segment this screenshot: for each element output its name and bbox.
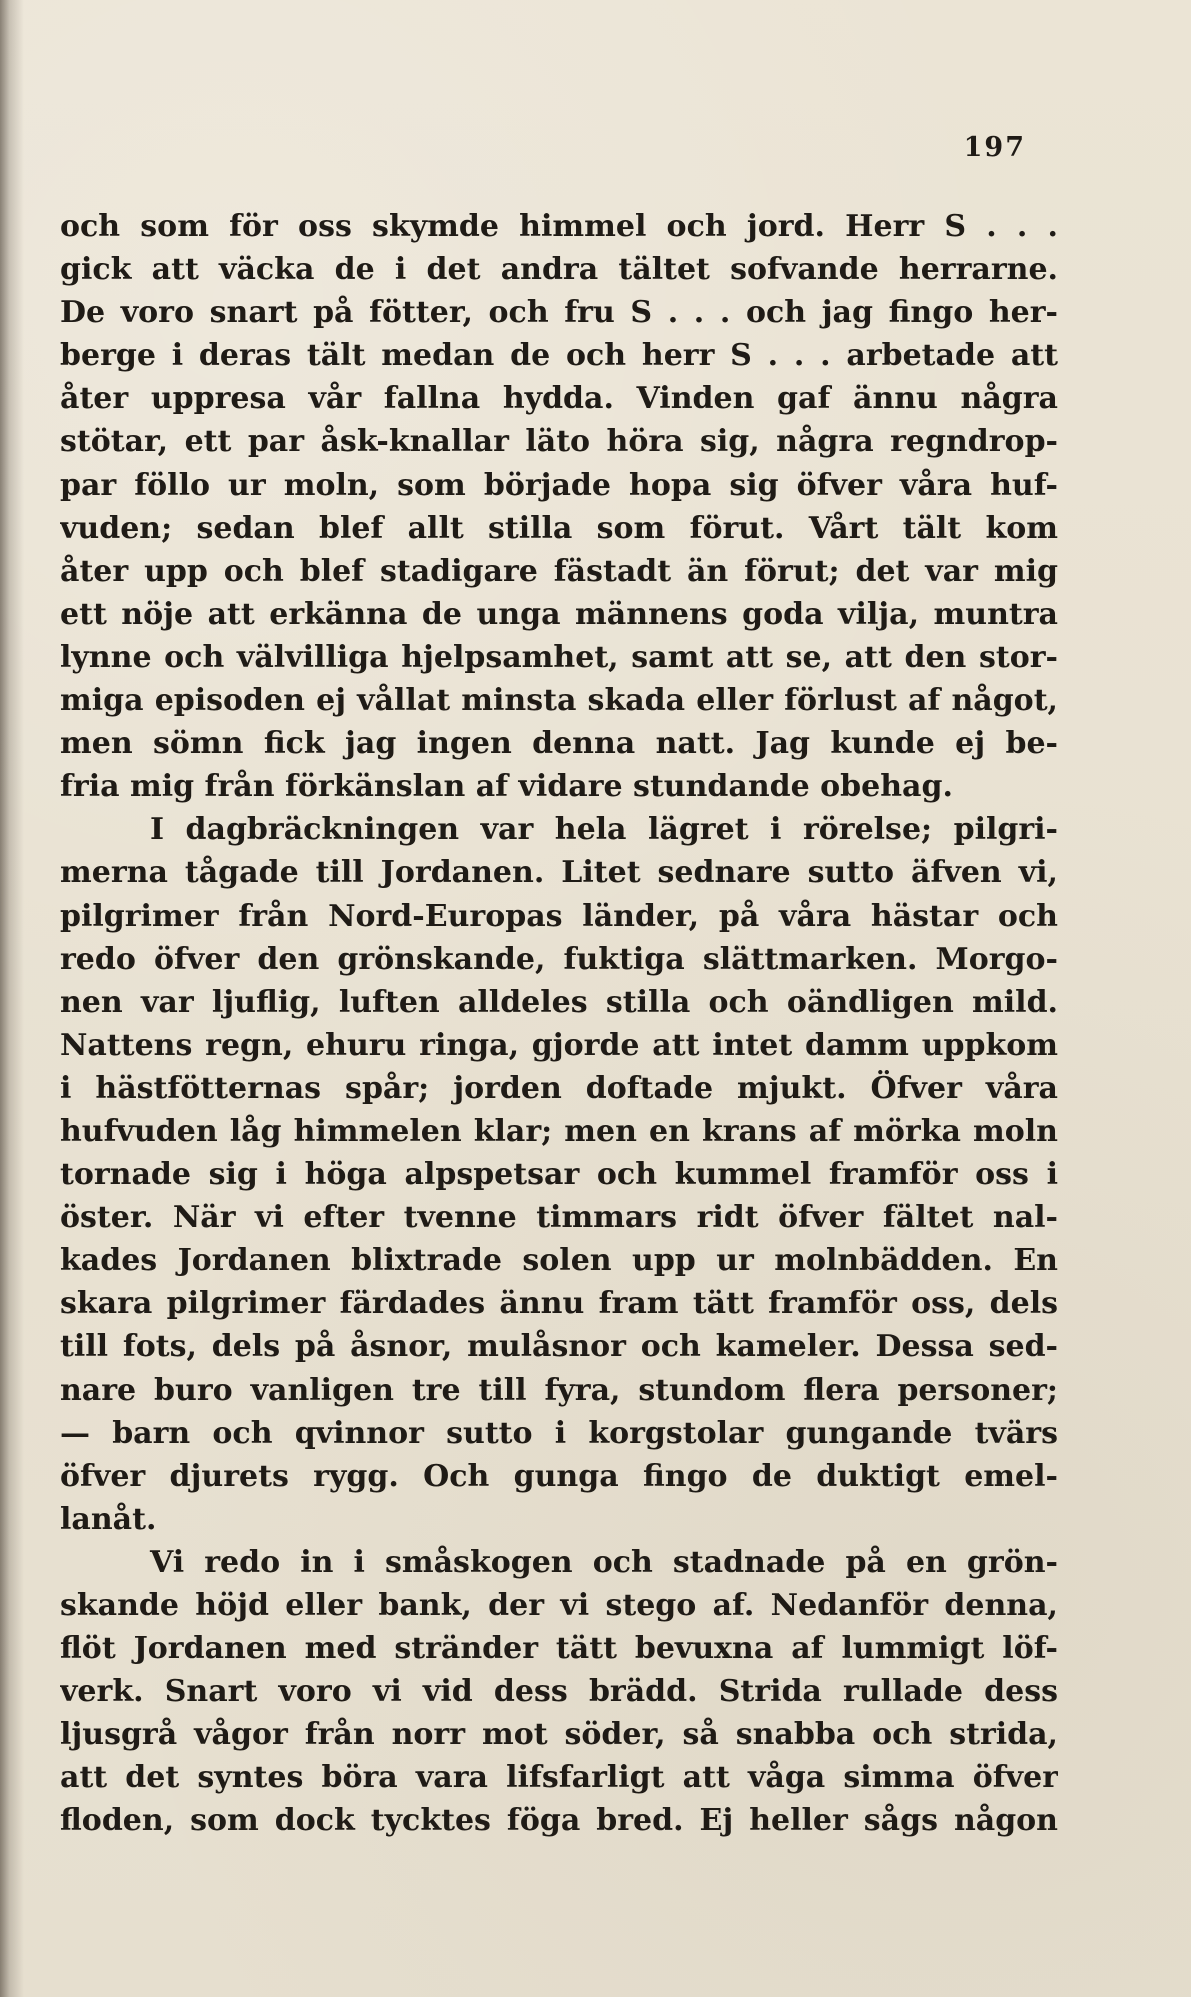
text-line: berge i deras tält medan de och herr S . . . arbetade att xyxy=(60,338,1058,374)
binding-shadow xyxy=(0,0,24,1997)
text-line: i hästfötternas spår; jorden doftade mjukt. Öfver våra xyxy=(60,1070,1058,1106)
text-line: stötar, ett par åsk-knallar läto höra sig, några regndrop- xyxy=(60,424,1058,460)
text-line: åter upp och blef stadigare fästadt än förut; det var mig xyxy=(60,553,1058,589)
text-line: tornade sig i höga alpspetsar och kummel framför oss i xyxy=(60,1157,1058,1193)
text-line: pilgrimer från Nord-Europas länder, på våra hästar och xyxy=(60,898,1058,934)
text-line: ett nöje att erkänna de unga männens goda vilja, muntra xyxy=(60,596,1058,632)
text-line: redo öfver den grönskande, fuktiga slättmarken. Morgo- xyxy=(60,941,1058,977)
text-line: öster. När vi efter tvenne timmars ridt öfver fältet nal- xyxy=(60,1200,1058,1236)
text-line: men sömn fick jag ingen denna natt. Jag kunde ej be- xyxy=(60,726,1058,762)
text-line: Nattens regn, ehuru ringa, gjorde att intet damm uppkom xyxy=(60,1027,1058,1063)
text-line: kades Jordanen blixtrade solen upp ur molnbädden. En xyxy=(60,1243,1058,1279)
text-line: nen var ljuflig, luften alldeles stilla och oändligen mild. xyxy=(60,984,1058,1020)
text-line: — barn och qvinnor sutto i korgstolar gungande tvärs xyxy=(60,1415,1058,1451)
page-number: 197 xyxy=(963,132,1026,163)
text-line: miga episoden ej vållat minsta skada eller förlust af något, xyxy=(60,683,1058,719)
text-line: ljusgrå vågor från norr mot söder, så snabba och strida, xyxy=(60,1717,1058,1753)
text-line: par föllo ur moln, som började hopa sig öfver våra huf- xyxy=(60,467,1058,503)
text-line: fria mig från förkänslan af vidare stundande obehag. xyxy=(60,769,953,805)
text-line: lynne och välvilliga hjelpsamhet, samt att se, att den stor- xyxy=(60,639,1058,675)
text-line: flöt Jordanen med stränder tätt bevuxna af lummigt löf- xyxy=(60,1631,1058,1667)
body-text xyxy=(60,205,1058,1843)
text-line: skande höjd eller bank, der vi stego af. Nedanför denna, xyxy=(60,1588,1058,1623)
text-line: gick att väcka de i det andra tältet sofvande herrarne. xyxy=(60,252,1058,288)
text-line: nare buro vanligen tre till fyra, stundom flera personer; xyxy=(60,1372,1058,1408)
text-line: verk. Snart voro vi vid dess brädd. Strida rullade dess xyxy=(60,1674,1058,1710)
text-line: hufvuden låg himmelen klar; men en krans af mörka moln xyxy=(60,1113,1058,1149)
text-line: De voro snart på fötter, och fru S . . . och jag fingo her- xyxy=(60,295,1058,331)
text-line: skara pilgrimer färdades ännu fram tätt framför oss, dels xyxy=(60,1286,1058,1322)
text-line: till fots, dels på åsnor, mulåsnor och kameler. Dessa sed- xyxy=(60,1329,1058,1365)
text-line: I dagbräckningen var hela lägret i rörelse; pilgri- xyxy=(150,812,1058,848)
text-line: floden, som dock tycktes föga bred. Ej heller sågs någon xyxy=(60,1803,1058,1839)
text-line: åter uppresa vår fallna hydda. Vinden gaf ännu några xyxy=(60,381,1058,417)
text-line: att det syntes böra vara lifsfarligt att våga simma öfver xyxy=(60,1760,1058,1796)
text-line: vuden; sedan blef allt stilla som förut. Vårt tält kom xyxy=(60,510,1058,546)
text-line: och som för oss skymde himmel och jord. Herr S . . . xyxy=(60,209,1058,244)
text-line: öfver djurets rygg. Och gunga fingo de duktigt emel- xyxy=(60,1458,1058,1494)
text-line: merna tågade till Jordanen. Litet sednare sutto äfven vi, xyxy=(60,855,1058,891)
text-line: Vi redo in i småskogen och stadnade på en grön- xyxy=(150,1544,1058,1580)
text-line: lanåt. xyxy=(60,1501,157,1537)
